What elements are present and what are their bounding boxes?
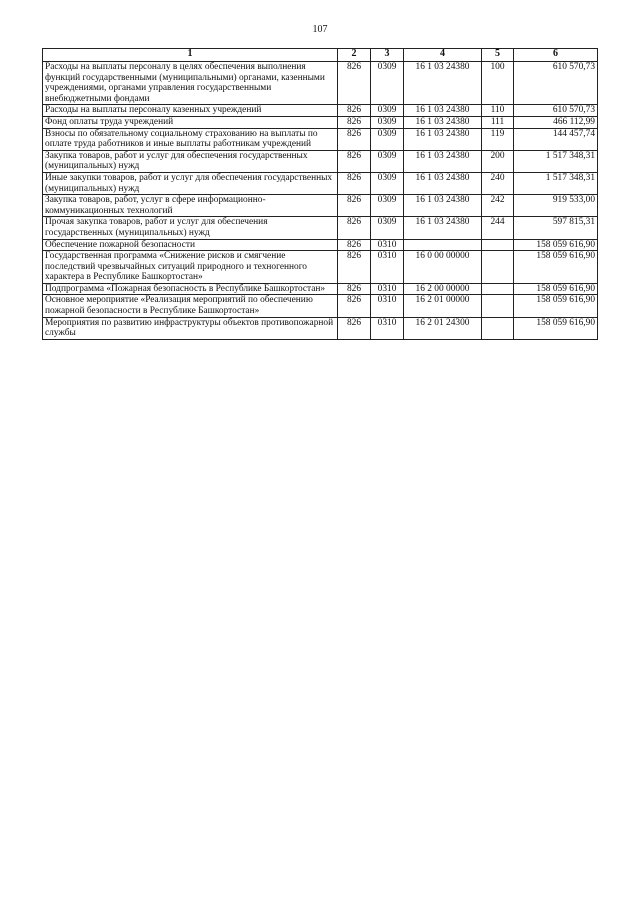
ministry-code: 826 xyxy=(338,62,371,105)
column-header: 5 xyxy=(482,49,514,62)
item-name: Подпрограмма «Пожарная безопасность в Республике Башкортостан» xyxy=(43,283,338,295)
expense-type-code: 119 xyxy=(482,128,514,150)
ministry-code: 826 xyxy=(338,150,371,172)
table-row xyxy=(43,128,598,150)
ministry-code: 826 xyxy=(338,317,371,339)
amount: 597 815,31 xyxy=(514,217,598,239)
column-header: 3 xyxy=(371,49,404,62)
item-name: Мероприятия по развитию инфраструктуры объектов противопожарной службы xyxy=(43,317,338,339)
section-code: 0309 xyxy=(371,150,404,172)
expense-type-code xyxy=(482,295,514,317)
ministry-code: 826 xyxy=(338,128,371,150)
item-name: Расходы на выплаты персоналу казенных учреждений xyxy=(43,105,338,117)
ministry-code: 826 xyxy=(338,172,371,194)
target-article-code: 16 1 03 24380 xyxy=(404,150,482,172)
amount: 610 570,73 xyxy=(514,62,598,105)
amount: 1 517 348,31 xyxy=(514,150,598,172)
table-row xyxy=(43,172,598,194)
section-code: 0310 xyxy=(371,251,404,284)
expense-type-code: 242 xyxy=(482,195,514,217)
section-code: 0310 xyxy=(371,317,404,339)
amount: 144 457,74 xyxy=(514,128,598,150)
target-article-code: 16 1 03 24380 xyxy=(404,217,482,239)
item-name: Закупка товаров, работ, услуг в сфере информационно-коммуникационных технологий xyxy=(43,195,338,217)
item-name: Основное мероприятие «Реализация мероприятий по обеспечению пожарной безопасности в Республике Башкортостан» xyxy=(43,295,338,317)
ministry-code: 826 xyxy=(338,116,371,128)
target-article-code: 16 1 03 24380 xyxy=(404,62,482,105)
section-code: 0309 xyxy=(371,116,404,128)
amount: 158 059 616,90 xyxy=(514,295,598,317)
expense-type-code: 111 xyxy=(482,116,514,128)
expense-type-code xyxy=(482,239,514,251)
table-row xyxy=(43,116,598,128)
table-row xyxy=(43,150,598,172)
column-header: 6 xyxy=(514,49,598,62)
amount: 1 517 348,31 xyxy=(514,172,598,194)
section-code: 0309 xyxy=(371,62,404,105)
expense-type-code: 244 xyxy=(482,217,514,239)
amount: 919 533,00 xyxy=(514,195,598,217)
ministry-code: 826 xyxy=(338,195,371,217)
table-row xyxy=(43,317,598,339)
amount: 158 059 616,90 xyxy=(514,251,598,284)
section-code: 0309 xyxy=(371,172,404,194)
item-name: Прочая закупка товаров, работ и услуг для обеспечения государственных (муниципальных) нужд xyxy=(43,217,338,239)
target-article-code: 16 2 01 24300 xyxy=(404,317,482,339)
column-header: 2 xyxy=(338,49,371,62)
target-article-code: 16 1 03 24380 xyxy=(404,116,482,128)
expense-type-code xyxy=(482,283,514,295)
expense-type-code: 200 xyxy=(482,150,514,172)
table-row xyxy=(43,251,598,284)
section-code: 0309 xyxy=(371,195,404,217)
target-article-code: 16 0 00 00000 xyxy=(404,251,482,284)
ministry-code: 826 xyxy=(338,217,371,239)
table-row xyxy=(43,295,598,317)
amount: 158 059 616,90 xyxy=(514,317,598,339)
ministry-code: 826 xyxy=(338,283,371,295)
target-article-code: 16 2 01 00000 xyxy=(404,295,482,317)
item-name: Обеспечение пожарной безопасности xyxy=(43,239,338,251)
item-name: Иные закупки товаров, работ и услуг для обеспечения государственных (муниципальных) нужд xyxy=(43,172,338,194)
section-code: 0310 xyxy=(371,239,404,251)
ministry-code: 826 xyxy=(338,251,371,284)
page-number: 107 xyxy=(312,24,328,35)
expense-type-code: 100 xyxy=(482,62,514,105)
table-row xyxy=(43,105,598,117)
target-article-code: 16 1 03 24380 xyxy=(404,172,482,194)
ministry-code: 826 xyxy=(338,239,371,251)
item-name: Взносы по обязательному социальному страхованию на выплаты по оплате труда работников и иные выплаты работникам учреждений xyxy=(43,128,338,150)
budget-table xyxy=(42,48,598,340)
amount: 158 059 616,90 xyxy=(514,283,598,295)
column-header: 4 xyxy=(404,49,482,62)
amount: 158 059 616,90 xyxy=(514,239,598,251)
target-article-code: 16 1 03 24380 xyxy=(404,105,482,117)
table-header-row xyxy=(43,49,598,62)
item-name: Закупка товаров, работ и услуг для обеспечения государственных (муниципальных) нужд xyxy=(43,150,338,172)
column-header: 1 xyxy=(43,49,338,62)
table-row xyxy=(43,217,598,239)
section-code: 0310 xyxy=(371,295,404,317)
table-row xyxy=(43,283,598,295)
target-article-code: 16 1 03 24380 xyxy=(404,128,482,150)
target-article-code: 16 2 00 00000 xyxy=(404,283,482,295)
table-row xyxy=(43,62,598,105)
section-code: 0309 xyxy=(371,217,404,239)
table-row xyxy=(43,195,598,217)
item-name: Государственная программа «Снижение рисков и смягчение последствий чрезвычайных ситуаций природного и техногенного характера в Республике Башкортостан» xyxy=(43,251,338,284)
section-code: 0310 xyxy=(371,283,404,295)
expense-type-code xyxy=(482,251,514,284)
section-code: 0309 xyxy=(371,105,404,117)
amount: 466 112,99 xyxy=(514,116,598,128)
amount: 610 570,73 xyxy=(514,105,598,117)
expense-type-code: 110 xyxy=(482,105,514,117)
ministry-code: 826 xyxy=(338,295,371,317)
ministry-code: 826 xyxy=(338,105,371,117)
target-article-code xyxy=(404,239,482,251)
target-article-code: 16 1 03 24380 xyxy=(404,195,482,217)
section-code: 0309 xyxy=(371,128,404,150)
expense-type-code xyxy=(482,317,514,339)
item-name: Расходы на выплаты персоналу в целях обеспечения выполнения функций государственными (муниципальными) органами, казенными учреждениями, органами управления государственными внебюджетными фондами xyxy=(43,62,338,105)
expense-type-code: 240 xyxy=(482,172,514,194)
table-row xyxy=(43,239,598,251)
item-name: Фонд оплаты труда учреждений xyxy=(43,116,338,128)
